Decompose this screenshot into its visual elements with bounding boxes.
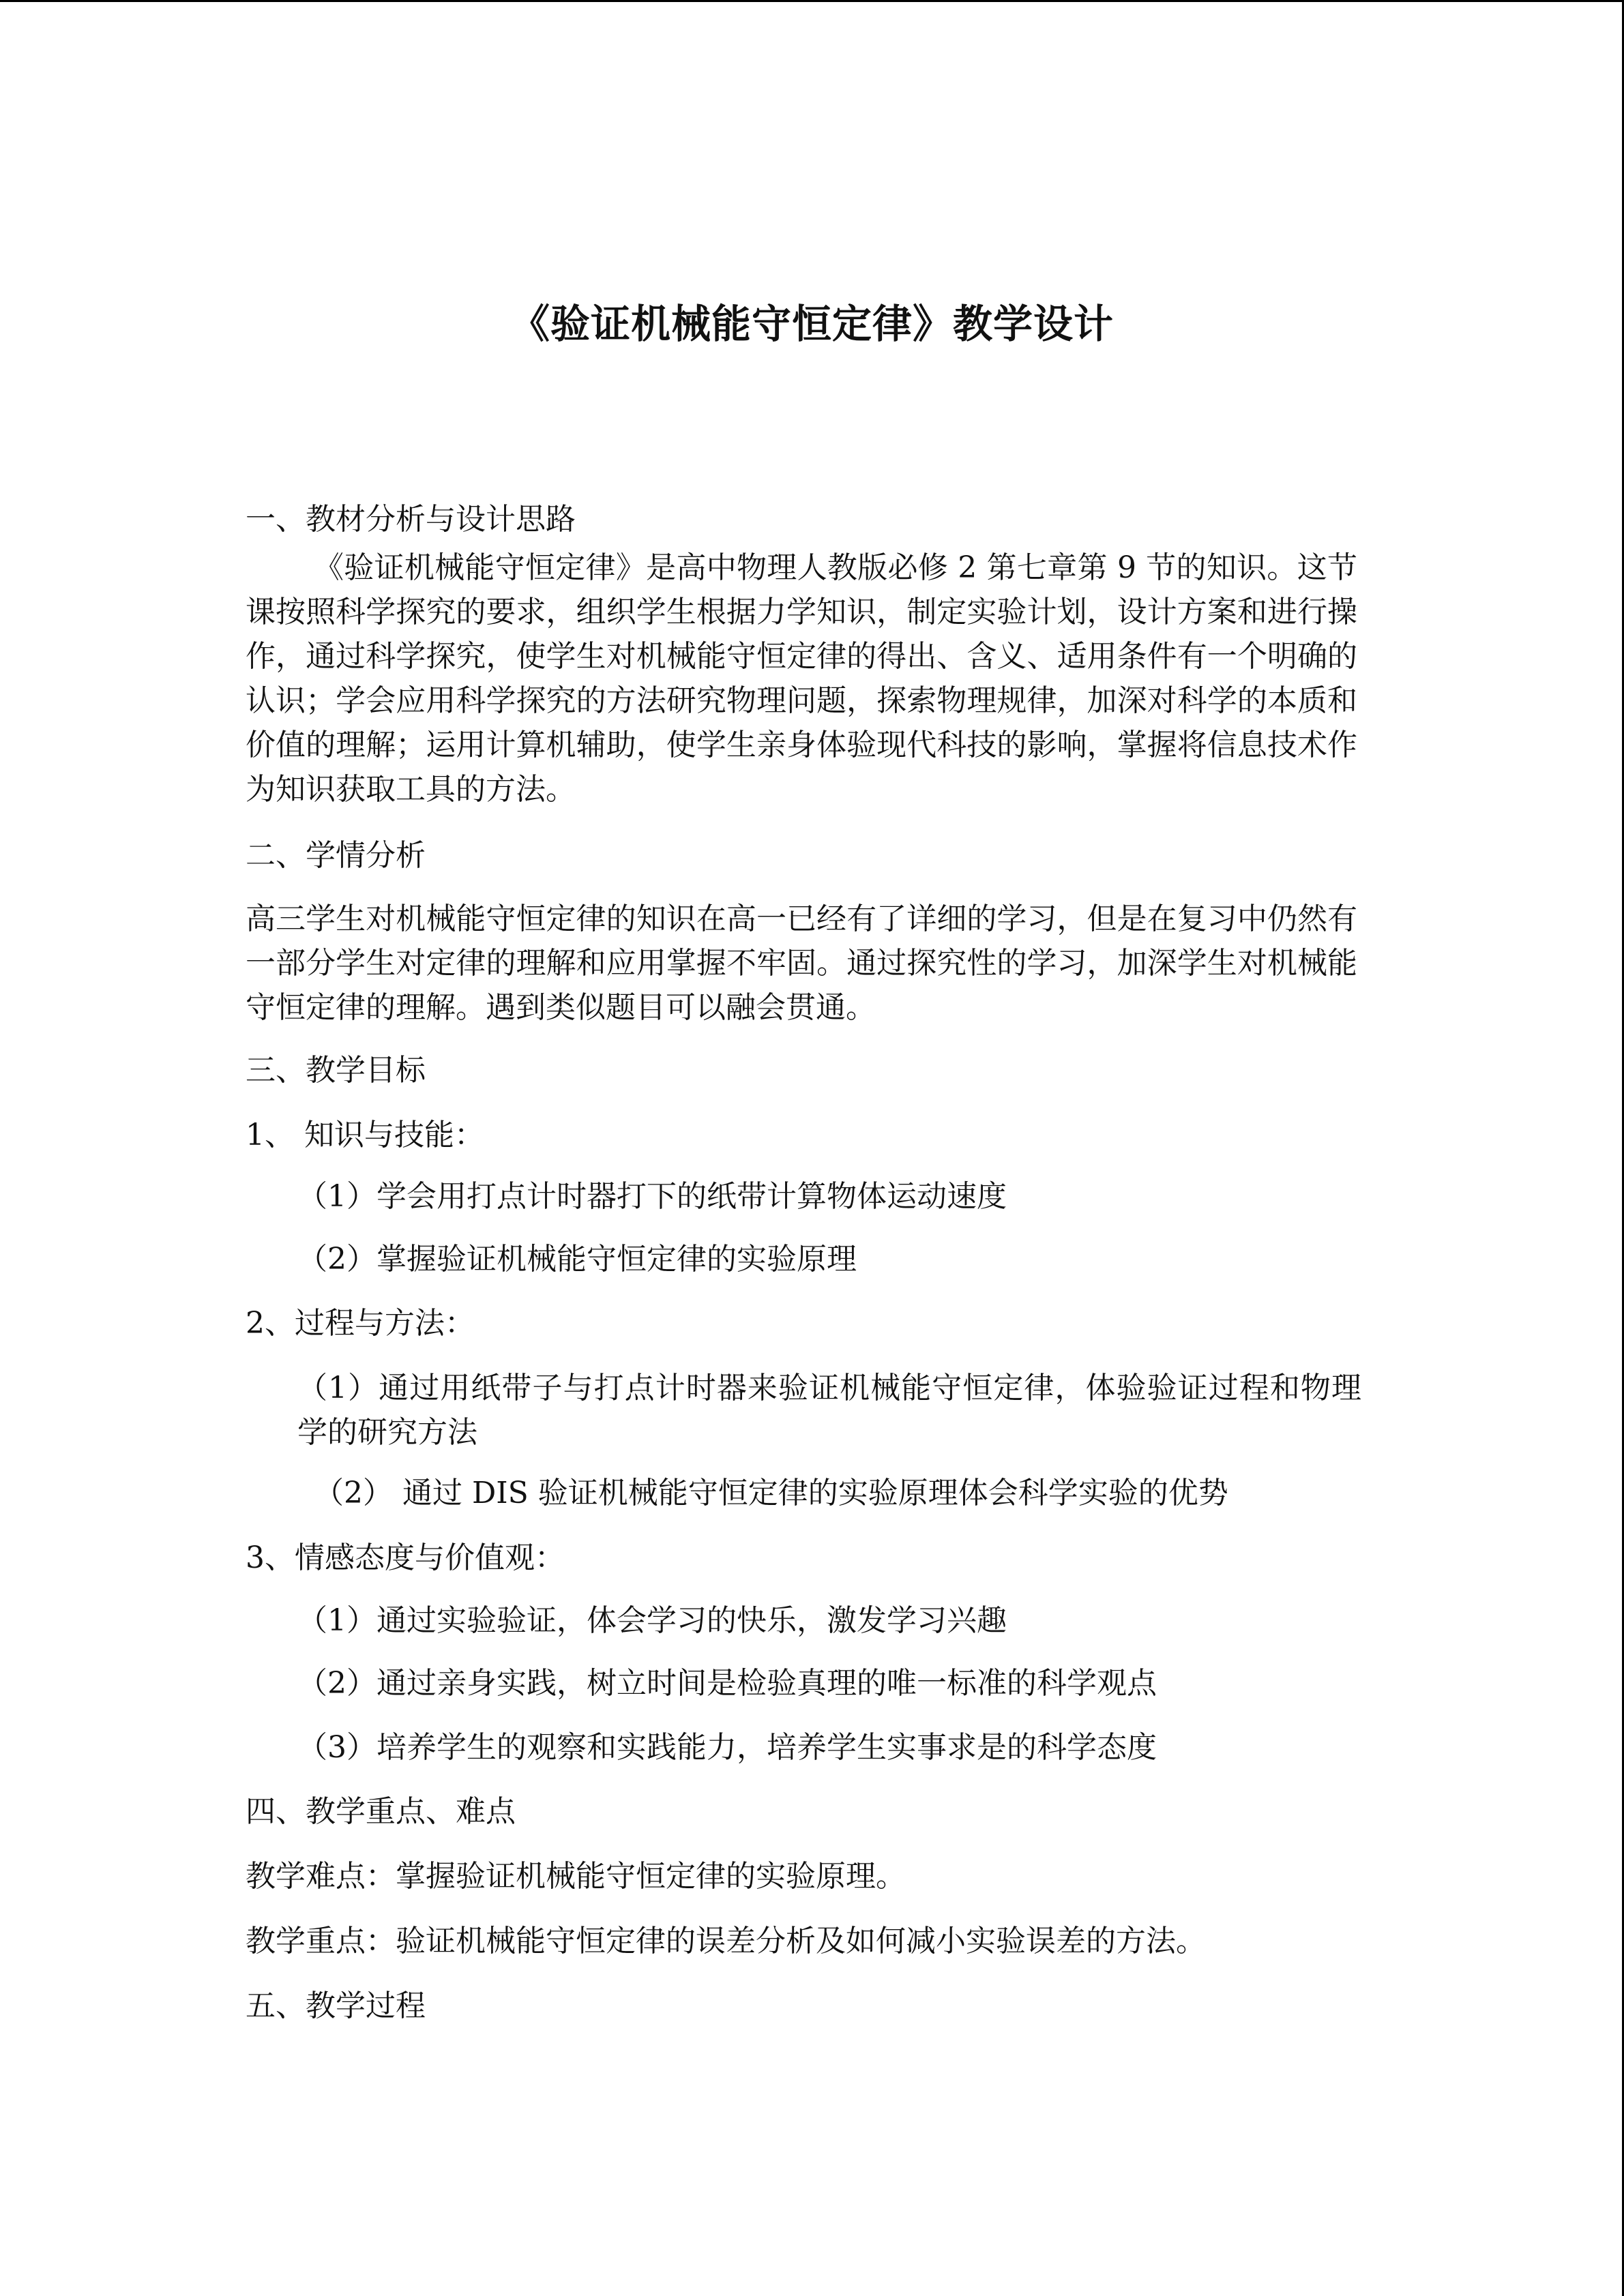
section2-heading: 二、学情分析 [246,838,426,873]
section4-heading: 四、教学重点、难点 [246,1794,516,1829]
goal1-label: 1、 知识与技能： [246,1118,484,1152]
goal2-item-1: （1）通过用纸带子与打点计时器来验证机械能守恒定律，体验验证过程和物理学的研究方法 [297,1371,1361,1450]
goal3-label: 3、情感态度与价值观： [246,1540,565,1575]
section3-heading: 三、教学目标 [246,1053,426,1088]
section2-body: 高三学生对机械能守恒定律的知识在高一已经有了详细的学习，但是在复习中仍然有一部分学生对定律的理解和应用掌握不牢固。通过探究性的学习，加深学生对机械能守恒定律的理解。遇到类似题目可以融会贯通。 [246,901,1357,1025]
goal3-item-1: （1）通过实验验证，体会学习的快乐，激发学习兴趣 [297,1603,1007,1638]
goal1-item-2: （2）掌握验证机械能守恒定律的实验原理 [297,1242,857,1277]
section5-heading: 五、教学过程 [246,1988,426,2023]
goal3-item-2: （2）通过亲身实践，树立时间是检验真理的唯一标准的科学观点 [297,1666,1157,1701]
section1-heading: 一、教材分析与设计思路 [246,502,576,537]
goal1-item-1: （1）学会用打点计时器打下的纸带计算物体运动速度 [297,1179,1007,1214]
section1-body: 《验证机械能守恒定律》是高中物理人教版必修 2 第七章第 9 节的知识。这节课按照科学探究的要求，组织学生根据力学知识，制定实验计划，设计方案和进行操作，通过科学探究，使学生对机械能守恒定律的得出、含义、适用条件有一个明确的认识；学会应用科学探究的方法研究物理问题，探索物理规律，加深对科学的本质和价值的理解；运用计算机辅助，使学生亲身体验现代科技的影响，掌握将信息技术作为知识获取工具的方法。 [246,550,1357,807]
document-title: 《验证机械能守恒定律》教学设计 [510,301,1114,347]
goal2-label: 2、过程与方法： [246,1306,475,1341]
teaching-key-point: 教学重点：验证机械能守恒定律的误差分析及如何减小实验误差的方法。 [246,1924,1206,1958]
teaching-difficulty: 教学难点：掌握验证机械能守恒定律的实验原理。 [246,1859,906,1894]
goal2-item-2: （2） 通过 DIS 验证机械能守恒定律的实验原理体会科学实验的优势 [314,1476,1228,1510]
page-border-top [0,0,1624,2]
goal3-item-3: （3）培养学生的观察和实践能力，培养学生实事求是的科学态度 [297,1730,1157,1765]
